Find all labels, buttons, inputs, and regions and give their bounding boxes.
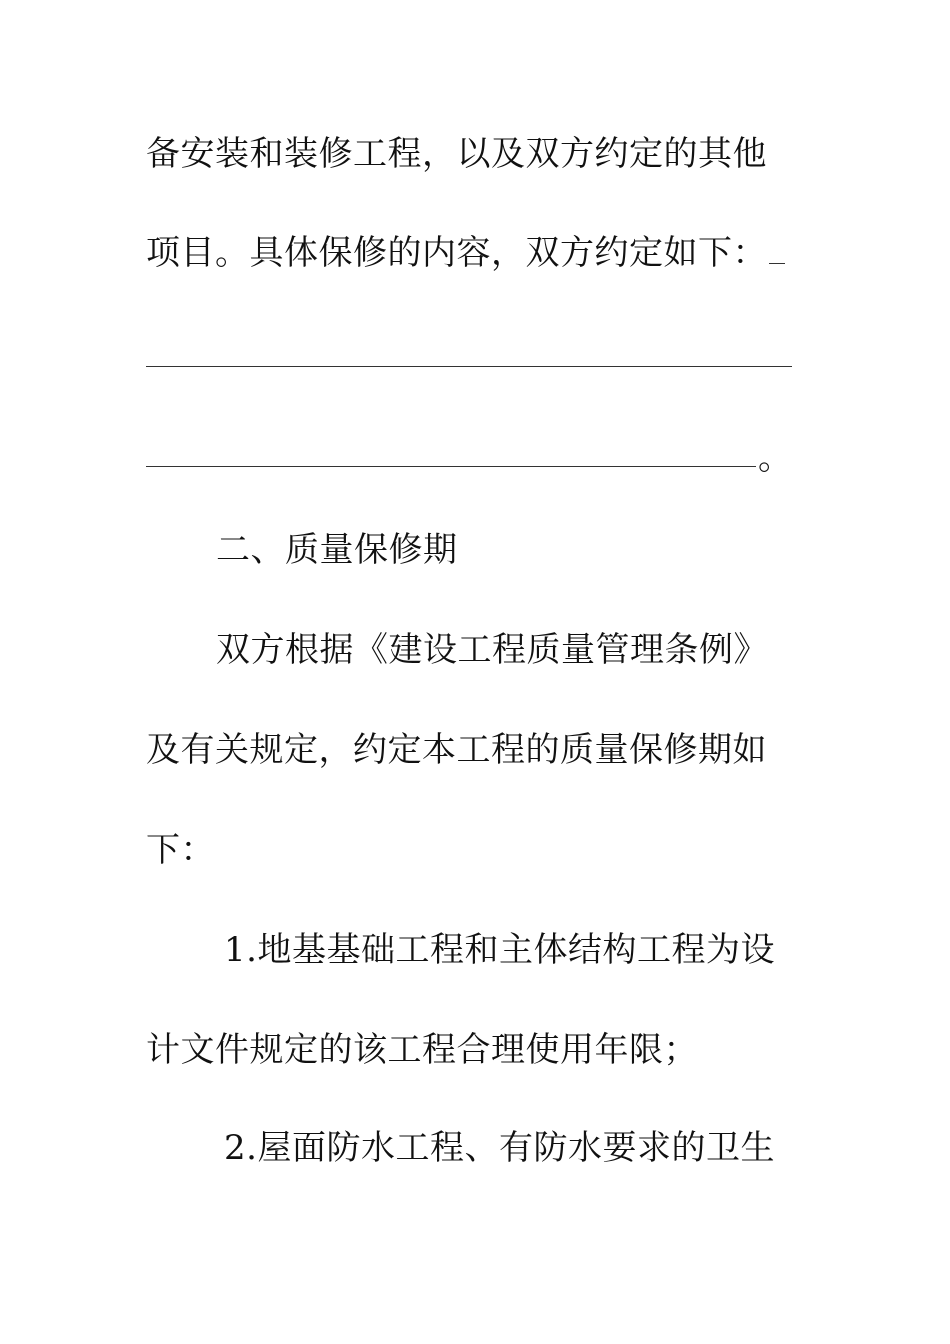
paragraph-text: 项目。具体保修的内容，双方约定如下：	[146, 233, 767, 273]
paragraph-line: 下：	[146, 830, 215, 870]
list-item: 2.屋面防水工程、有防水要求的卫生	[224, 1128, 775, 1168]
blank-underline	[769, 237, 785, 264]
period-mark: 。	[758, 438, 793, 478]
blank-fill-line	[146, 466, 756, 467]
list-item-continuation: 计文件规定的该工程合理使用年限；	[146, 1030, 698, 1070]
paragraph-line	[146, 233, 785, 273]
paragraph-line: 备安装和装修工程，以及双方约定的其他	[146, 134, 767, 174]
paragraph-line: 双方根据《建设工程质量管理条例》	[216, 630, 768, 670]
section-heading: 二、质量保修期	[216, 530, 458, 570]
paragraph-line: 及有关规定，约定本工程的质量保修期如	[146, 730, 767, 770]
list-item: 1.地基基础工程和主体结构工程为设	[224, 930, 775, 970]
blank-fill-line	[146, 366, 792, 367]
